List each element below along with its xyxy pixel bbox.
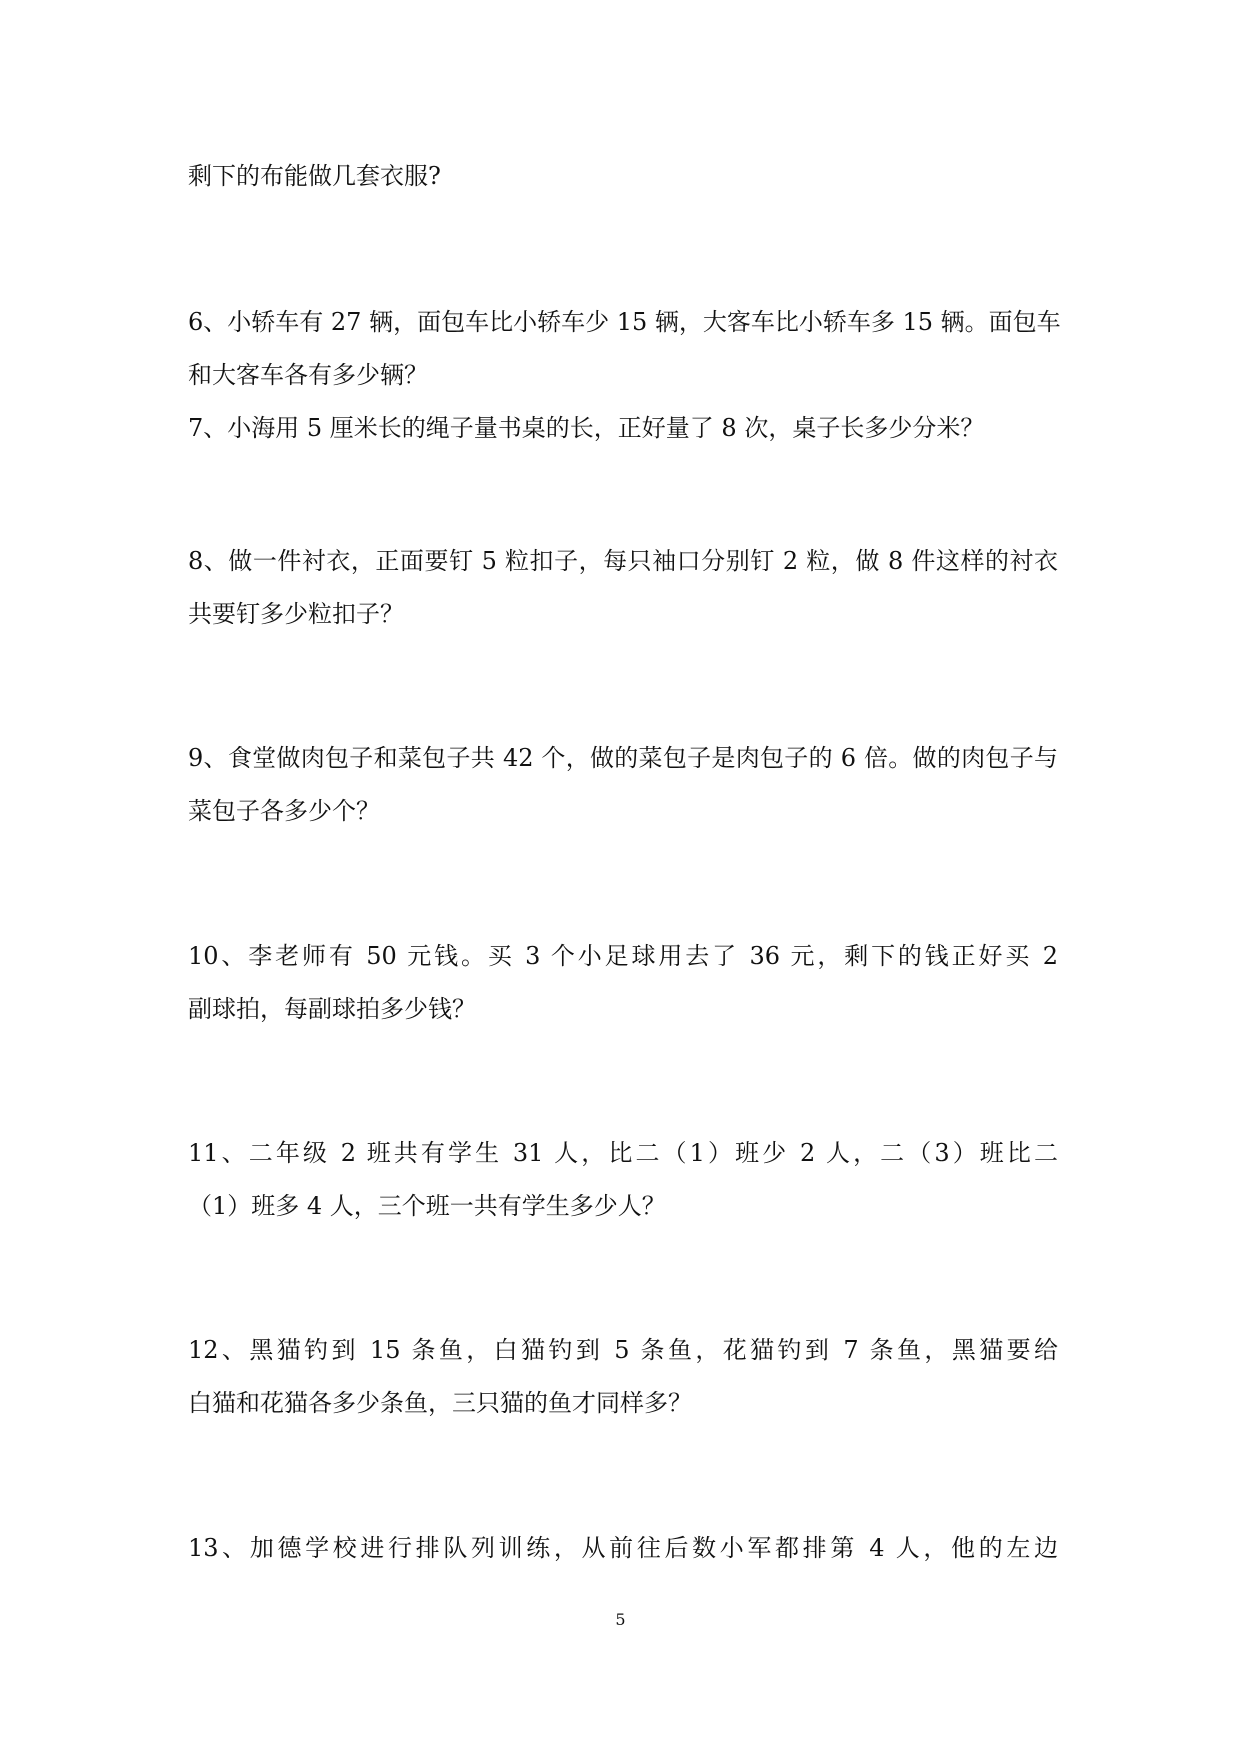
problem-6-line-2: 和大客车各有多少辆？ (188, 361, 428, 389)
page-number: 5 (615, 1610, 626, 1629)
problem-8-line-1: 8、做一件衬衣，正面要钉 5 粒扣子，每只袖口分别钉 2 粒，做 8 件这样的衬衣 (188, 547, 1058, 575)
problem-9-line-1: 9、食堂做肉包子和菜包子共 42 个，做的菜包子是肉包子的 6 倍。做的肉包子与 (188, 744, 1058, 772)
problem-6-line-1: 6、小轿车有 27 辆，面包车比小轿车少 15 辆，大客车比小轿车多 15 辆。面包车 (188, 308, 1061, 336)
problem-10-line-2: 副球拍，每副球拍多少钱？ (188, 995, 476, 1023)
problem-7-line-1: 7、小海用 5 厘米长的绳子量书桌的长，正好量了 8 次，桌子长多少分米？ (188, 414, 985, 442)
problem-11-line-1: 11、二年级 2 班共有学生 31 人，比二（1）班少 2 人，二（3）班比二 (188, 1139, 1058, 1167)
problem-8-line-2: 共要钉多少粒扣子？ (188, 600, 404, 628)
problem-12-line-1: 12、黑猫钓到 15 条鱼，白猫钓到 5 条鱼，花猫钓到 7 条鱼，黑猫要给 (188, 1336, 1058, 1364)
text-line: 剩下的布能做几套衣服? (188, 162, 441, 190)
problem-9-line-2: 菜包子各多少个？ (188, 797, 380, 825)
problem-13-line-1: 13、加德学校进行排队列训练，从前往后数小军都排第 4 人，他的左边 (188, 1534, 1058, 1562)
problem-12-line-2: 白猫和花猫各多少条鱼，三只猫的鱼才同样多？ (188, 1389, 692, 1417)
problem-10-line-1: 10、李老师有 50 元钱。买 3 个小足球用去了 36 元，剩下的钱正好买 2 (188, 942, 1058, 970)
problem-11-line-2: （1）班多 4 人，三个班一共有学生多少人？ (188, 1192, 666, 1220)
